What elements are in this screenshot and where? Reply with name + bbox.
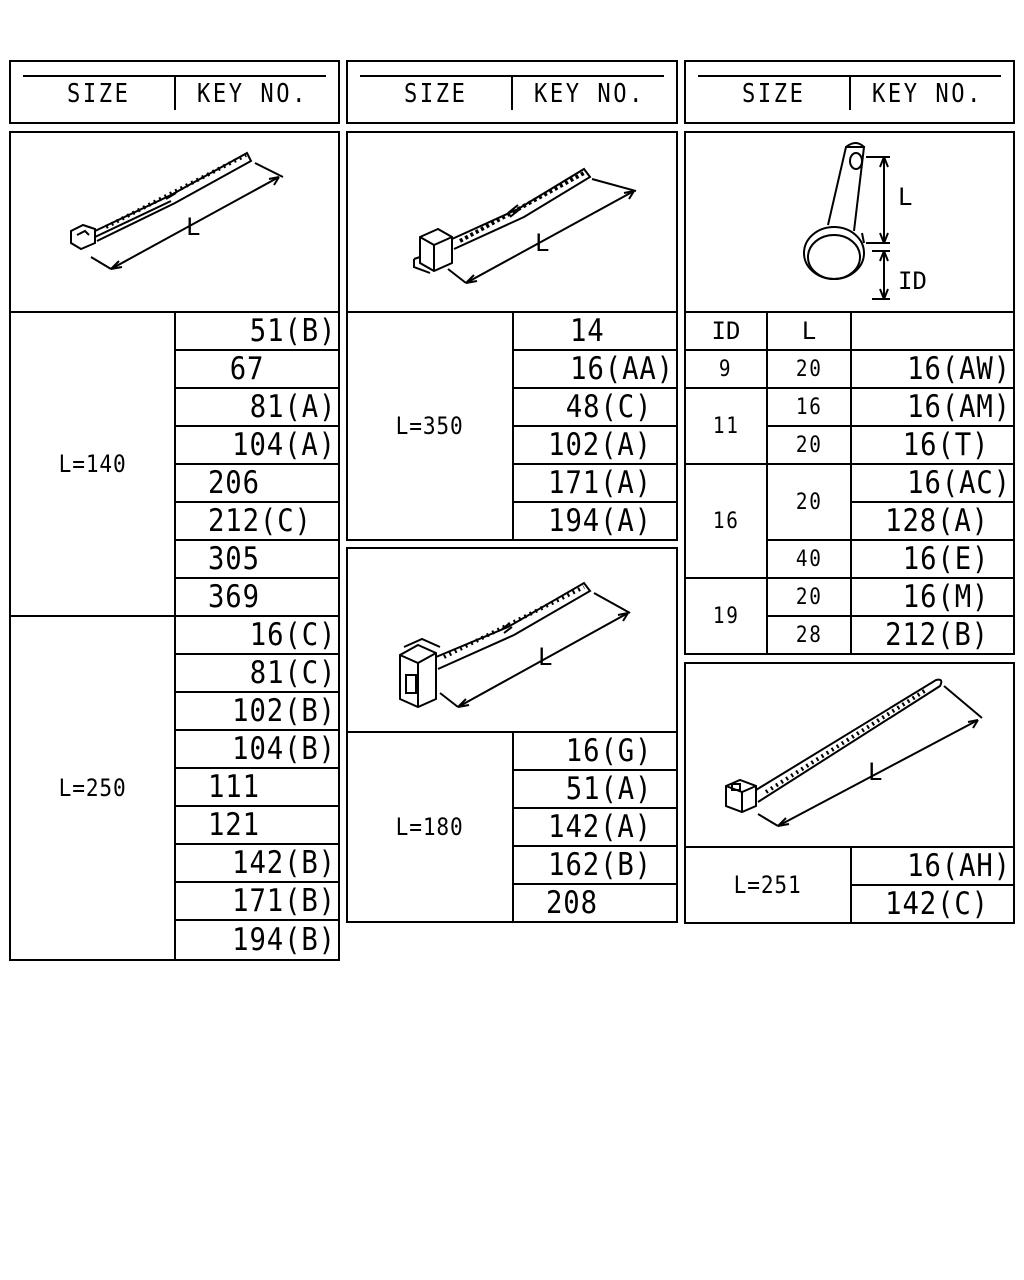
dimension-label-id: ID (898, 267, 927, 295)
header-divider (511, 76, 513, 110)
key-no-cell: 67 (174, 349, 340, 389)
id-cell: 9 (684, 349, 768, 389)
key-no-header: KEY NO. (872, 79, 983, 109)
key-no-cell: 305 (174, 539, 340, 579)
size-header: SIZE (67, 79, 131, 109)
dimension-label: L (538, 643, 553, 671)
key-no-cell: 16(M) (850, 577, 1015, 617)
l-cell: 20 (766, 577, 852, 617)
l-cell: 16 (766, 387, 852, 427)
cable-tie-illustration-4 (684, 662, 1015, 848)
key-no-header: KEY NO. (197, 79, 308, 109)
key-no-cell: 102(A) (512, 425, 678, 465)
size-header: SIZE (742, 79, 806, 109)
clamp-drawing (686, 133, 1015, 313)
key-no-cell: 104(A) (174, 425, 340, 465)
key-no-cell: 208 (512, 883, 678, 923)
dimension-label: L (868, 758, 883, 786)
header-col1 (9, 60, 340, 124)
id-column-header: ID (684, 311, 768, 351)
key-no-cell: 51(A) (512, 769, 678, 809)
key-no-cell: 81(C) (174, 653, 340, 693)
l-column-header: L (766, 311, 852, 351)
size-cell-l350: L=350 (346, 311, 514, 541)
size-cell-l250: L=250 (9, 615, 176, 961)
key-no-cell: 16(C) (174, 615, 340, 655)
key-column-header (850, 311, 1015, 351)
key-no-cell: 194(A) (512, 501, 678, 541)
dimension-label: L (186, 213, 201, 241)
id-cell: 19 (684, 577, 768, 655)
clamp-illustration (684, 131, 1015, 313)
l-cell: 28 (766, 615, 852, 655)
cable-tie-drawing (348, 549, 678, 733)
key-no-cell: 111 (174, 767, 340, 807)
key-no-cell: 16(AA) (512, 349, 678, 389)
key-no-cell: 16(AC) (850, 463, 1015, 503)
key-no-cell: 128(A) (850, 501, 1015, 541)
key-no-cell: 369 (174, 577, 340, 617)
key-no-cell: 104(B) (174, 729, 340, 769)
dimension-label-l: L (898, 183, 913, 211)
key-no-cell: 51(B) (174, 311, 340, 351)
l-cell: 20 (766, 425, 852, 465)
key-no-cell: 162(B) (512, 845, 678, 885)
header-divider (174, 76, 176, 110)
key-no-cell: 121 (174, 805, 340, 845)
id-cell: 11 (684, 387, 768, 465)
cable-tie-illustration-3 (346, 547, 678, 733)
key-no-cell: 212(C) (174, 501, 340, 541)
l-cell: 40 (766, 539, 852, 579)
key-no-cell: 16(E) (850, 539, 1015, 579)
key-no-header: KEY NO. (534, 79, 645, 109)
key-no-cell: 212(B) (850, 615, 1015, 655)
key-no-cell: 194(B) (174, 919, 340, 961)
key-no-cell: 14 (512, 311, 678, 351)
key-no-cell: 16(AH) (850, 846, 1015, 886)
key-no-cell: 206 (174, 463, 340, 503)
key-no-cell: 171(B) (174, 881, 340, 921)
key-no-cell: 16(T) (850, 425, 1015, 465)
key-no-cell: 142(C) (850, 884, 1015, 924)
cable-tie-drawing (348, 133, 678, 313)
size-cell-l251: L=251 (684, 846, 852, 924)
cable-tie-drawing (11, 133, 340, 313)
dimension-label: L (535, 229, 550, 257)
header-col3 (684, 60, 1015, 124)
size-header: SIZE (404, 79, 468, 109)
key-no-cell: 142(A) (512, 807, 678, 847)
cable-tie-illustration-2 (346, 131, 678, 313)
header-divider (849, 76, 851, 110)
key-no-cell: 48(C) (512, 387, 678, 427)
key-no-cell: 102(B) (174, 691, 340, 731)
cable-tie-illustration-1 (9, 131, 340, 313)
key-no-cell: 16(G) (512, 731, 678, 771)
key-no-cell: 142(B) (174, 843, 340, 883)
key-no-cell: 171(A) (512, 463, 678, 503)
size-cell-l180: L=180 (346, 731, 514, 923)
header-col2 (346, 60, 678, 124)
key-no-cell: 16(AW) (850, 349, 1015, 389)
l-cell: 20 (766, 349, 852, 389)
cable-tie-drawing (686, 664, 1015, 848)
key-no-cell: 16(AM) (850, 387, 1015, 427)
key-no-cell: 81(A) (174, 387, 340, 427)
l-cell: 20 (766, 463, 852, 541)
id-cell: 16 (684, 463, 768, 579)
size-cell-l140: L=140 (9, 311, 176, 617)
